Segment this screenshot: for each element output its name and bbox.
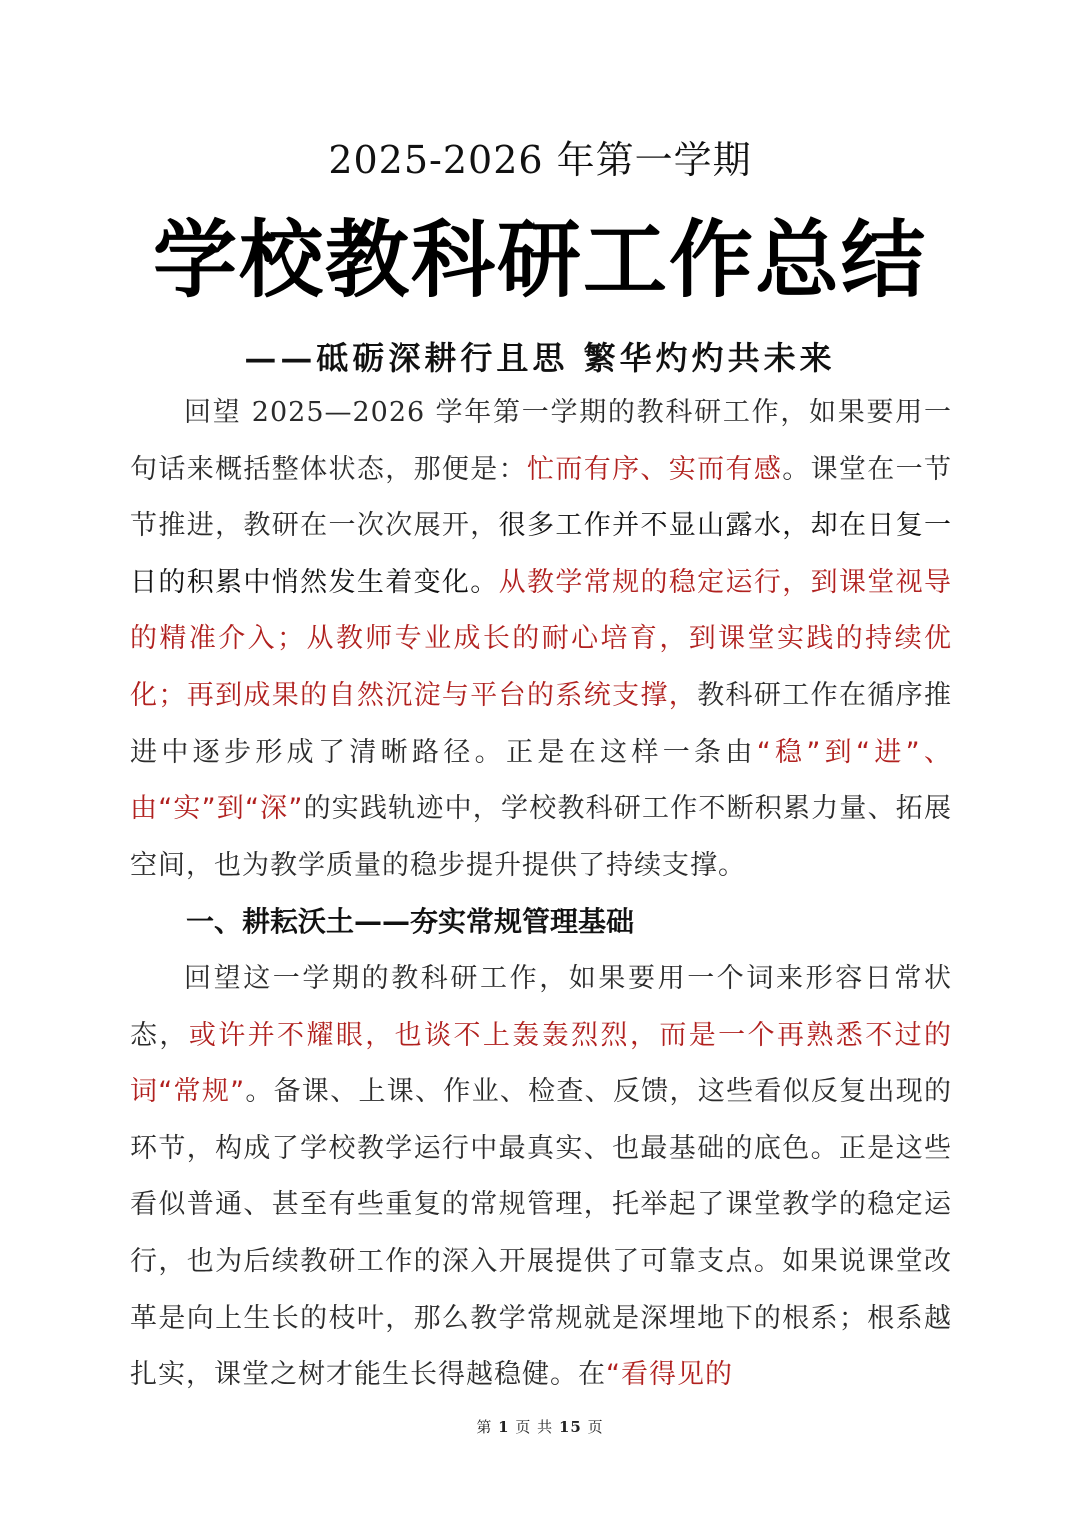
document-title-main: 学校教科研工作总结 [152,211,927,309]
section-paragraph [130,951,952,1404]
page-number: 1 [498,1418,510,1436]
highlight-segment: 忙而有序、实而有感 [527,453,783,485]
paragraph-segment: 回望 2025—2026 学年第一学期的教科研工作，如果要用一句话来概括整体状态，那便是： [130,397,952,485]
paragraph-segment: 的实践轨迹中，学校教科研工作不断积累力量、拓展空间，也为教学质量的稳步提升提供了持续支撑。 [130,793,953,881]
paragraph-segment: 。备课、上课、作业、检查、反馈，这些看似反复出现的环节，构成了学校教学运行中最真实、也最基础的底色。正是这些看似普通、甚至有些重复的常规管理，托举起了课堂教学的稳定运行，也为后续教研工作的深入开展提供了可靠支点。如果说课堂改革是向上生长的枝叶，那么教学常规就是深埋地下的根系；根系越扎实，课堂之树才能生长得越稳健。在 [130,1076,953,1391]
section-heading: 一、耕耘沃土——夯实常规管理基础 [186,905,635,939]
emphasis-segment: 很多工作并不显山露水，却在日复一日的积累中悄然发生着变化。 [130,510,953,598]
intro-paragraph [130,385,952,894]
paragraph-segment: 教科研工作在循序推进中逐步形成了清晰路径。正是在这样一条由 [130,679,953,768]
document-subtitle: ——砥砺深耕行且思 繁华灼灼共未来 [244,339,836,377]
footer-middle: 页 共 [515,1418,554,1436]
highlight-segment: 从教学常规的稳定运行，到课堂视导的精准介入；从教师专业成长的耐心培育，到课堂实践的持续优化；再到成果的自然沉淀与平台的系统支撑， [130,566,953,711]
footer-suffix: 页 [587,1418,604,1436]
paragraph-segment: 回望这一学期的教科研工作，如果要用一个词来形容日常状态， [130,962,952,1051]
footer-prefix: 第 [476,1418,493,1436]
document-body [130,385,952,1404]
page-footer [0,1415,1080,1439]
paragraph-segment: 。课堂在一节节推进，教研在一次次展开， [130,453,953,542]
highlight-segment: “看得见的 [606,1359,733,1391]
highlight-segment: “稳”到“进”、由“实”到“深” [130,736,952,825]
page-total: 15 [558,1418,582,1436]
highlight-segment: 或许并不耀眼，也谈不上轰轰烈烈，而是一个再熟悉不过的词“常规” [130,1019,953,1108]
document-title-top: 2025-2026 年第一学期 [328,138,752,182]
